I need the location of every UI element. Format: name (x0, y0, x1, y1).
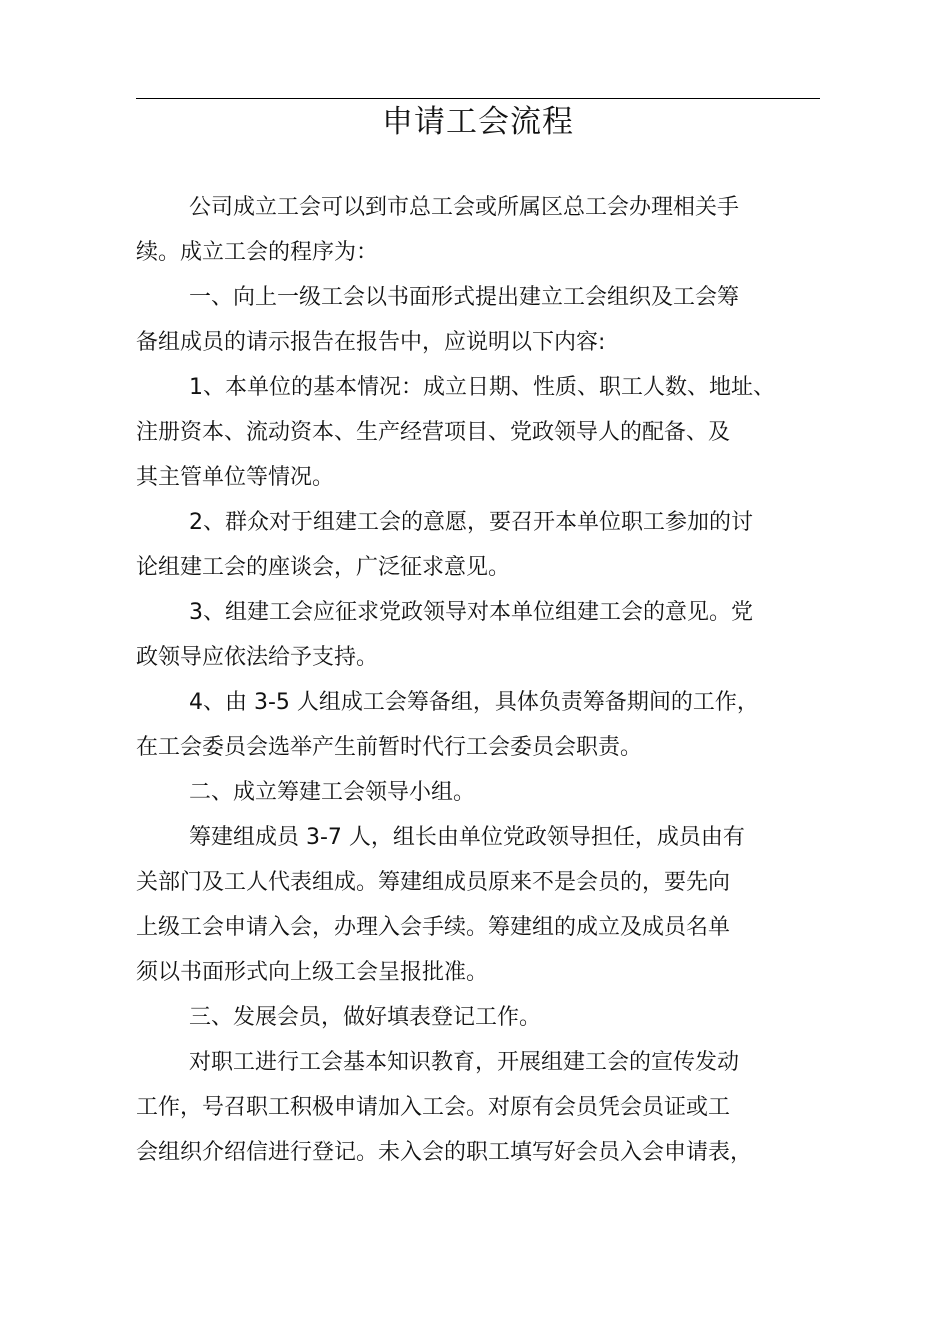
paragraph-line: 注册资本、流动资本、生产经营项目、党政领导人的配备、及 (136, 420, 731, 445)
paragraph-line: 续。成立工会的程序为： (136, 240, 379, 265)
paragraph-line: 关部门及工人代表组成。筹建组成员原来不是会员的，要先向 (136, 870, 731, 895)
paragraph-line: 4、由 3-5 人组成工会筹备组，具体负责筹备期间的工作， (189, 690, 759, 715)
paragraph-line: 论组建工会的座谈会，广泛征求意见。 (136, 555, 511, 580)
document-title: 申请工会流程 (382, 104, 574, 140)
paragraph-line: 一、向上一级工会以书面形式提出建立工会组织及工会筹 (189, 285, 740, 310)
paragraph-line: 工作，号召职工积极申请加入工会。对原有会员凭会员证或工 (136, 1095, 731, 1120)
paragraph-line: 对职工进行工会基本知识教育，开展组建工会的宣传发动 (189, 1050, 740, 1075)
paragraph-line: 3、组建工会应征求党政领导对本单位组建工会的意见。党 (189, 600, 753, 625)
paragraph-line: 其主管单位等情况。 (136, 465, 335, 490)
paragraph-line: 二、成立筹建工会领导小组。 (189, 780, 476, 805)
paragraph-line: 2、群众对于组建工会的意愿，要召开本单位职工参加的讨 (189, 510, 753, 535)
paragraph-line: 在工会委员会选举产生前暂时代行工会委员会职责。 (136, 735, 643, 760)
paragraph-line: 会组织介绍信进行登记。未入会的职工填写好会员入会申请表， (136, 1140, 753, 1165)
paragraph-line: 公司成立工会可以到市总工会或所属区总工会办理相关手 (189, 195, 740, 220)
paragraph-line: 备组成员的请示报告在报告中，应说明以下内容: (136, 330, 606, 355)
paragraph-line: 政领导应依法给予支持。 (136, 645, 379, 670)
paragraph-line: 筹建组成员 3-7 人，组长由单位党政领导担任，成员由有 (189, 825, 745, 850)
header-rule (136, 98, 820, 99)
paragraph-line: 三、发展会员，做好填表登记工作。 (189, 1005, 542, 1030)
paragraph-line: 上级工会申请入会，办理入会手续。筹建组的成立及成员名单 (136, 915, 731, 940)
paragraph-line: 须以书面形式向上级工会呈报批准。 (136, 960, 489, 985)
paragraph-line: 1、本单位的基本情况：成立日期、性质、职工人数、地址、 (189, 375, 775, 400)
